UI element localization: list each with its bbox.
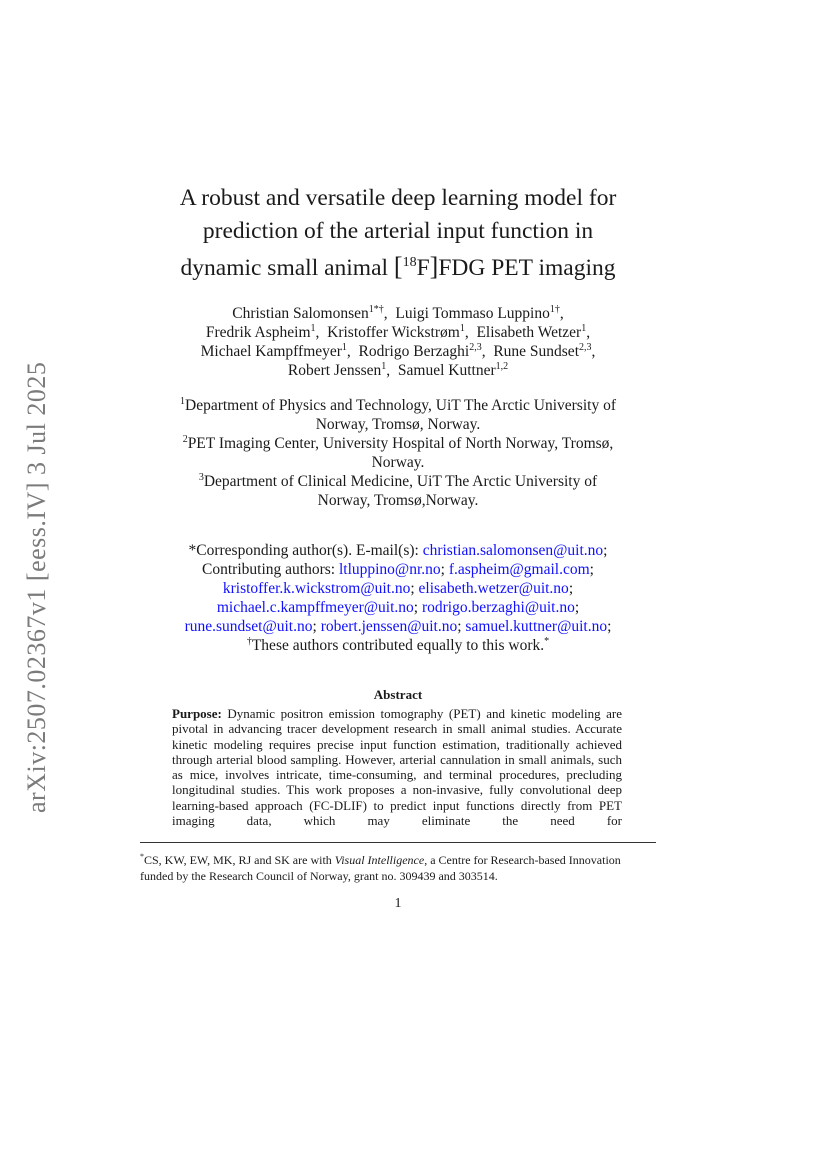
author: Rune Sundset$^{2,3}$ (493, 341, 592, 360)
affiliation: $^1$Department of Physics and Technology, UiT The Arctic University of Norway, Tromsø, Norway. (180, 395, 616, 433)
email-link[interactable]: kristoffer.k.wickstrom@uit.no (222, 580, 411, 597)
title-line-2: prediction of the arterial input function in (202, 217, 594, 244)
footnote-divider (140, 842, 656, 843)
author: Kristoffer Wickstrøm$^1$ (327, 322, 465, 341)
contact-info: *Corresponding author(s). E-mail(s): christian.salomonsen@uit.no; Contributing authors: ltluppino@nr.no; f.aspheim@gmail.com; kristoffer.k.wickstrom@uit.no; elisabeth.wetzer@uit.no; michael.c.kampffmeyer@uit.no; rodrigo.berzaghi@uit.no; rune.sundset@uit.no; robert.jenssen@uit.no; samuel.kuttner@uit.no; †These authors contributed equally to this work.* (184, 542, 612, 654)
title-line-3-prefix: dynamic small animal (180, 254, 389, 281)
author-list: Christian Salomonsen$^{1*\dagger}$, Luigi Tommaso Luppino$^{1\dagger}$, Fredrik Aspheim$^1$, Kristoffer Wickstrøm$^1$, Elisabeth Wetzer$^1$, Michael Kampffmeyer$^1$, Rodrigo Berzaghi$^{2,3}$, Rune Sundset$^{2,3}$, Robert Jenssen$^1$, Samuel Kuttner$^{1,2}$ (200, 303, 596, 379)
affiliation-list (140, 396, 656, 510)
email-link[interactable]: christian.salomonsen@uit.no (422, 542, 604, 559)
abstract-text (172, 706, 622, 828)
author: Christian Salomonsen$^{1*\dagger}$ (232, 303, 384, 322)
abstract-heading: Abstract (373, 687, 423, 702)
paper-title: A robust and versatile deep learning model for prediction of the arterial input function in dynamic small animal [$^{18}$F]FDG PET imaging (179, 185, 617, 281)
email-link[interactable]: elisabeth.wetzer@uit.no (418, 580, 569, 597)
email-link[interactable]: michael.c.kampffmeyer@uit.no (216, 599, 414, 616)
author: Michael Kampffmeyer$^1$ (200, 341, 347, 360)
author: Robert Jenssen$^1$ (287, 360, 387, 379)
arxiv-identifier: arXiv:2507.02367v1 [eess.IV] 3 Jul 2025 (22, 361, 51, 814)
email-link[interactable]: samuel.kuttner@uit.no (465, 618, 608, 635)
contributing-label: Contributing authors: (202, 561, 336, 578)
equal-contribution-note: †These authors contributed equally to this work.* (246, 635, 550, 654)
footnote: *CS, KW, EW, MK, RJ and SK are with Visual Intelligence, a Centre for Research-based Innovation funded by the Research Council of Norway, grant no. 309439 and 303514. (140, 852, 621, 883)
title-line-3-suffix: FDG PET imaging (438, 254, 616, 281)
corresponding-label: *Corresponding author(s). E-mail(s): (188, 542, 419, 559)
affiliation: $^2$PET Imaging Center, University Hospital of North Norway, Tromsø, Norway. (182, 433, 614, 471)
author: Fredrik Aspheim$^1$ (205, 322, 316, 341)
email-link[interactable]: rune.sundset@uit.no (184, 618, 313, 635)
author: Rodrigo Berzaghi$^{2,3}$ (358, 341, 482, 360)
isotope-mass: 18 (402, 255, 417, 270)
email-link[interactable]: robert.jenssen@uit.no (320, 618, 458, 635)
abstract-purpose-label: Purpose: (172, 706, 222, 721)
author: Samuel Kuttner$^{1,2}$ (397, 360, 509, 379)
email-link[interactable]: f.aspheim@gmail.com (448, 561, 590, 578)
isotope-symbol: F (416, 254, 430, 281)
affiliation: $^3$Department of Clinical Medicine, UiT The Arctic University of Norway, Tromsø,Norway. (198, 471, 598, 509)
email-link[interactable]: ltluppino@nr.no (338, 561, 441, 578)
page-number: 1 (394, 896, 402, 911)
email-link[interactable]: rodrigo.berzaghi@uit.no (421, 599, 575, 616)
abstract-purpose-text: Dynamic positron emission tomography (PET) and kinetic modeling are pivotal in advancing tracer development research in small animal studies. Accurate kinetic modeling requires precise input function estimation, traditionally achieved through arterial blood sampling. However, arterial cannulation in small animals, such as mice, involves intricate, time-consuming, and terminal procedures, precluding longitudinal studies. This work proposes a non-invasive, fully convolutional deep learning-based approach (FC-DLIF) to predict input functions directly from PET imaging data, which may eliminate the need for (172, 706, 623, 829)
author: Elisabeth Wetzer$^1$ (476, 322, 587, 341)
title-line-1: A robust and versatile deep learning model for (179, 185, 617, 211)
author: Luigi Tommaso Luppino$^{1\dagger}$ (395, 303, 560, 322)
